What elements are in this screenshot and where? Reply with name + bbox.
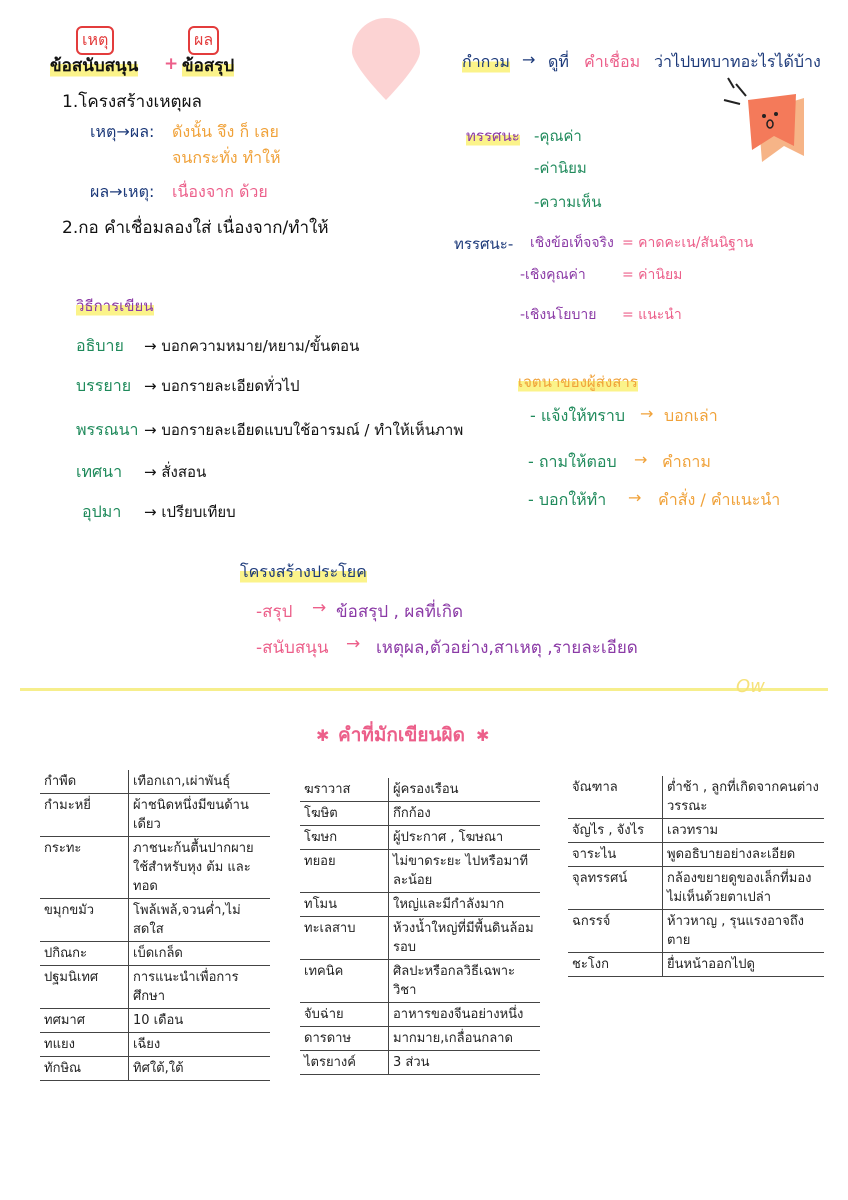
method-term-2: บรรยาย [76, 376, 132, 395]
table-row [40, 1057, 270, 1081]
viewpoint-item-2: -ค่านิยม [534, 159, 587, 177]
table-row [300, 826, 540, 850]
table-word: ทักษิณ [40, 1057, 129, 1081]
viewpoint-type-2: -เชิงคุณค่า [520, 267, 586, 283]
table-meaning: 3 ส่วน [389, 1051, 541, 1075]
table-meaning: ผู้ครองเรือน [389, 778, 541, 802]
ambiguous-text-1: ดูที่ [548, 52, 569, 71]
ambiguous-text-2: คำเชื่อม [584, 52, 641, 71]
misspelled-table-3 [568, 776, 824, 977]
table-meaning: ไม่ขาดระยะ ไปหรือมาทีละน้อย [389, 850, 541, 893]
ambiguous-arrow: → [522, 50, 536, 69]
table-meaning: ผู้ประกาศ , โฆษณา [389, 826, 541, 850]
intent-3-arrow: → [628, 488, 642, 507]
table-row [300, 1051, 540, 1075]
cause-tag: เหตุ [76, 26, 114, 55]
structure-row-1-right: ข้อสรุป , ผลที่เกิด [336, 602, 464, 622]
balloon-decoration [350, 18, 422, 102]
intent-1-meaning: บอกเล่า [664, 406, 718, 425]
table-meaning: การแนะนำเพื่อการศึกษา [129, 966, 271, 1009]
table-row [40, 942, 270, 966]
method-desc-1-text: บอกความหมาย/หยาม/ขั้นตอน [161, 337, 360, 355]
intent-1: - แจ้งให้ทราบ [530, 406, 625, 425]
effect-to-cause-words: เนื่องจาก ด้วย [172, 182, 268, 201]
reasoning-structure-item: 1.โครงสร้างเหตุผล [62, 92, 202, 112]
cause-to-effect-words-2: จนกระทั่ง ทำให้ [172, 148, 281, 167]
table-meaning: 10 เดือน [129, 1009, 271, 1033]
signature: Ow [736, 676, 765, 697]
table-meaning: อาหารของจีนอย่างหนึ่ง [389, 1003, 541, 1027]
table-meaning: ต่ำช้า , ลูกที่เกิดจากคนต่างวรรณะ [663, 776, 825, 819]
method-desc-3: → บอกรายละเอียดแบบใช้อารมณ์ / ทำให้เห็นภาพ [144, 421, 464, 439]
table-word: จัญไร , จังไร [568, 819, 663, 843]
structure-row-2-arrow: → [346, 634, 361, 654]
table-row [300, 1003, 540, 1027]
ambiguous-text-3: ว่าไปบทบาทอะไรได้บ้าง [654, 52, 821, 71]
viewpoint-type-2-meaning: = ค่านิยม [622, 267, 683, 283]
intent-3-meaning: คำสั่ง / คำแนะนำ [658, 490, 781, 509]
table-meaning: มากมาย,เกลื่อนกลาด [389, 1027, 541, 1051]
flag-character-icon [718, 76, 810, 172]
viewpoint-types-label: ทรรศนะ- [454, 235, 514, 253]
structure-row-1-left: -สรุป [256, 602, 293, 622]
table-meaning: ศิลปะหรือกลวิธีเฉพาะวิชา [389, 960, 541, 1003]
viewpoint-item-1: -คุณค่า [534, 127, 582, 145]
table-row [300, 850, 540, 893]
method-desc-2-text: บอกรายละเอียดทั่วไป [161, 377, 300, 395]
table-row [568, 776, 824, 819]
table-word: ขมุกขมัว [40, 899, 129, 942]
table-meaning: ผ้าชนิดหนึ่งมีขนด้านเดียว [129, 794, 271, 837]
table-meaning: ห้วงน้ำใหญ่ที่มีพื้นดินล้อมรอบ [389, 917, 541, 960]
table-row [40, 1009, 270, 1033]
table-meaning: ใหญ่และมีกำลังมาก [389, 893, 541, 917]
connector-test-item: 2.กอ คำเชื่อมลองใส่ เนื่องจาก/ทำให้ [62, 218, 329, 238]
viewpoint-label: ทรรศนะ [466, 124, 520, 148]
misspelled-table-1 [40, 770, 270, 1081]
effect-tag: ผล [188, 26, 219, 55]
sender-intent-heading: เจตนาของผู้ส่งสาร [518, 370, 638, 394]
table-word: ปฐมนิเทศ [40, 966, 129, 1009]
table-row [568, 867, 824, 910]
table-row [300, 960, 540, 1003]
table-row [40, 966, 270, 1009]
method-desc-2: → บอกรายละเอียดทั่วไป [144, 377, 300, 395]
table-meaning: ภาชนะก้นตื้นปากผายใช้สำหรับหุง ต้ม และทอด [129, 837, 271, 899]
section-divider [20, 688, 828, 691]
table-row [300, 778, 540, 802]
table-word: ทแยง [40, 1033, 129, 1057]
table-row [40, 1033, 270, 1057]
structure-row-2-right: เหตุผล,ตัวอย่าง,สาเหตุ ,รายละเอียด [376, 638, 638, 658]
table-row [300, 1027, 540, 1051]
table-meaning: ห้าวหาญ , รุนแรงอาจถึงตาย [663, 910, 825, 953]
table-word: ทโมน [300, 893, 389, 917]
table-meaning: เบ็ดเกล็ด [129, 942, 271, 966]
method-desc-3-text: บอกรายละเอียดแบบใช้อารมณ์ / ทำให้เห็นภาพ [161, 421, 464, 439]
table-row [40, 770, 270, 794]
table-word: โฆษิต [300, 802, 389, 826]
table-row [300, 893, 540, 917]
table-meaning: ทิศใต้,ใต้ [129, 1057, 271, 1081]
misspelled-table-2 [300, 778, 540, 1075]
intent-3: - บอกให้ทำ [528, 490, 607, 509]
method-desc-1: → บอกความหมาย/หยาม/ขั้นตอน [144, 337, 360, 355]
table-word: ไตรยางค์ [300, 1051, 389, 1075]
structure-row-2-left: -สนับสนุน [256, 638, 329, 658]
sentence-structure-heading: โครงสร้างประโยค [240, 560, 367, 585]
table-row [568, 953, 824, 977]
method-desc-5: → เปรียบเทียบ [144, 503, 236, 521]
viewpoint-item-3: -ความเห็น [534, 193, 602, 211]
misspelled-heading: คำที่มักเขียนผิด [338, 724, 466, 746]
intent-2-meaning: คำถาม [662, 452, 711, 471]
table-word: ดารดาษ [300, 1027, 389, 1051]
intent-1-arrow: → [640, 404, 654, 423]
method-desc-4-text: สั่งสอน [161, 463, 207, 481]
table-row [568, 843, 824, 867]
table-word: จับฉ่าย [300, 1003, 389, 1027]
table-meaning: กึกก้อง [389, 802, 541, 826]
method-term-3: พรรณนา [76, 420, 139, 439]
table-word: จัณฑาล [568, 776, 663, 819]
table-word: กระทะ [40, 837, 129, 899]
table-word: ชะโงก [568, 953, 663, 977]
table-word: ปกิณกะ [40, 942, 129, 966]
conclusion-heading: ข้อสรุป [182, 52, 234, 79]
ambiguous-label: กำกวม [462, 50, 510, 75]
viewpoint-type-3-meaning: = แนะนำ [622, 307, 682, 323]
table-word: จุลทรรศน์ [568, 867, 663, 910]
table-word: จาระไน [568, 843, 663, 867]
table-meaning: เฉียง [129, 1033, 271, 1057]
viewpoint-type-1: เชิงข้อเท็จจริง [530, 235, 614, 251]
method-term-1: อธิบาย [76, 336, 124, 355]
table-meaning: โพล้เพล้,จวนค่ำ,ไม่สดใส [129, 899, 271, 942]
table-word: ฉกรรจ์ [568, 910, 663, 953]
table-word: โฆษก [300, 826, 389, 850]
table-row [300, 802, 540, 826]
star-left-icon: ✱ [316, 726, 330, 745]
table-meaning: ยื่นหน้าออกไปดู [663, 953, 825, 977]
table-word: กำพืด [40, 770, 129, 794]
table-meaning: พูดอธิบายอย่างละเอียด [663, 843, 825, 867]
method-term-5: อุปมา [82, 502, 122, 521]
table-row [40, 837, 270, 899]
writing-methods-heading: วิธีการเขียน [76, 294, 154, 318]
support-heading: ข้อสนับสนุน [50, 52, 138, 79]
intent-2: - ถามให้ตอบ [528, 452, 617, 471]
table-word: ทศมาศ [40, 1009, 129, 1033]
table-meaning: เลวทราม [663, 819, 825, 843]
table-row [40, 899, 270, 942]
table-meaning: กล้องขยายดูของเล็กที่มองไม่เห็นด้วยตาเปล่า [663, 867, 825, 910]
cause-to-effect-words-1: ดังนั้น จึง ก็ เลย [172, 122, 279, 141]
table-meaning: เทือกเถา,เผ่าพันธุ์ [129, 770, 271, 794]
table-row [40, 794, 270, 837]
table-word: ทยอย [300, 850, 389, 893]
table-word: ฆราวาส [300, 778, 389, 802]
viewpoint-type-3: -เชิงนโยบาย [520, 307, 597, 323]
table-word: กำมะหยี่ [40, 794, 129, 837]
cause-to-effect-label: เหตุ→ผล: [90, 122, 155, 141]
table-row [568, 910, 824, 953]
method-desc-4: → สั่งสอน [144, 463, 207, 481]
table-row [300, 917, 540, 960]
method-desc-5-text: เปรียบเทียบ [161, 503, 236, 521]
method-term-4: เทศนา [76, 462, 123, 481]
table-word: เทคนิค [300, 960, 389, 1003]
table-row [568, 819, 824, 843]
table-word: ทะเลสาบ [300, 917, 389, 960]
plus-sign: + [164, 54, 179, 74]
viewpoint-type-1-meaning: = คาดคะเน/สันนิฐาน [622, 235, 754, 251]
effect-to-cause-label: ผล→เหตุ: [90, 182, 155, 201]
intent-2-arrow: → [634, 450, 648, 469]
structure-row-1-arrow: → [312, 598, 327, 618]
star-right-icon: ✱ [476, 726, 490, 745]
